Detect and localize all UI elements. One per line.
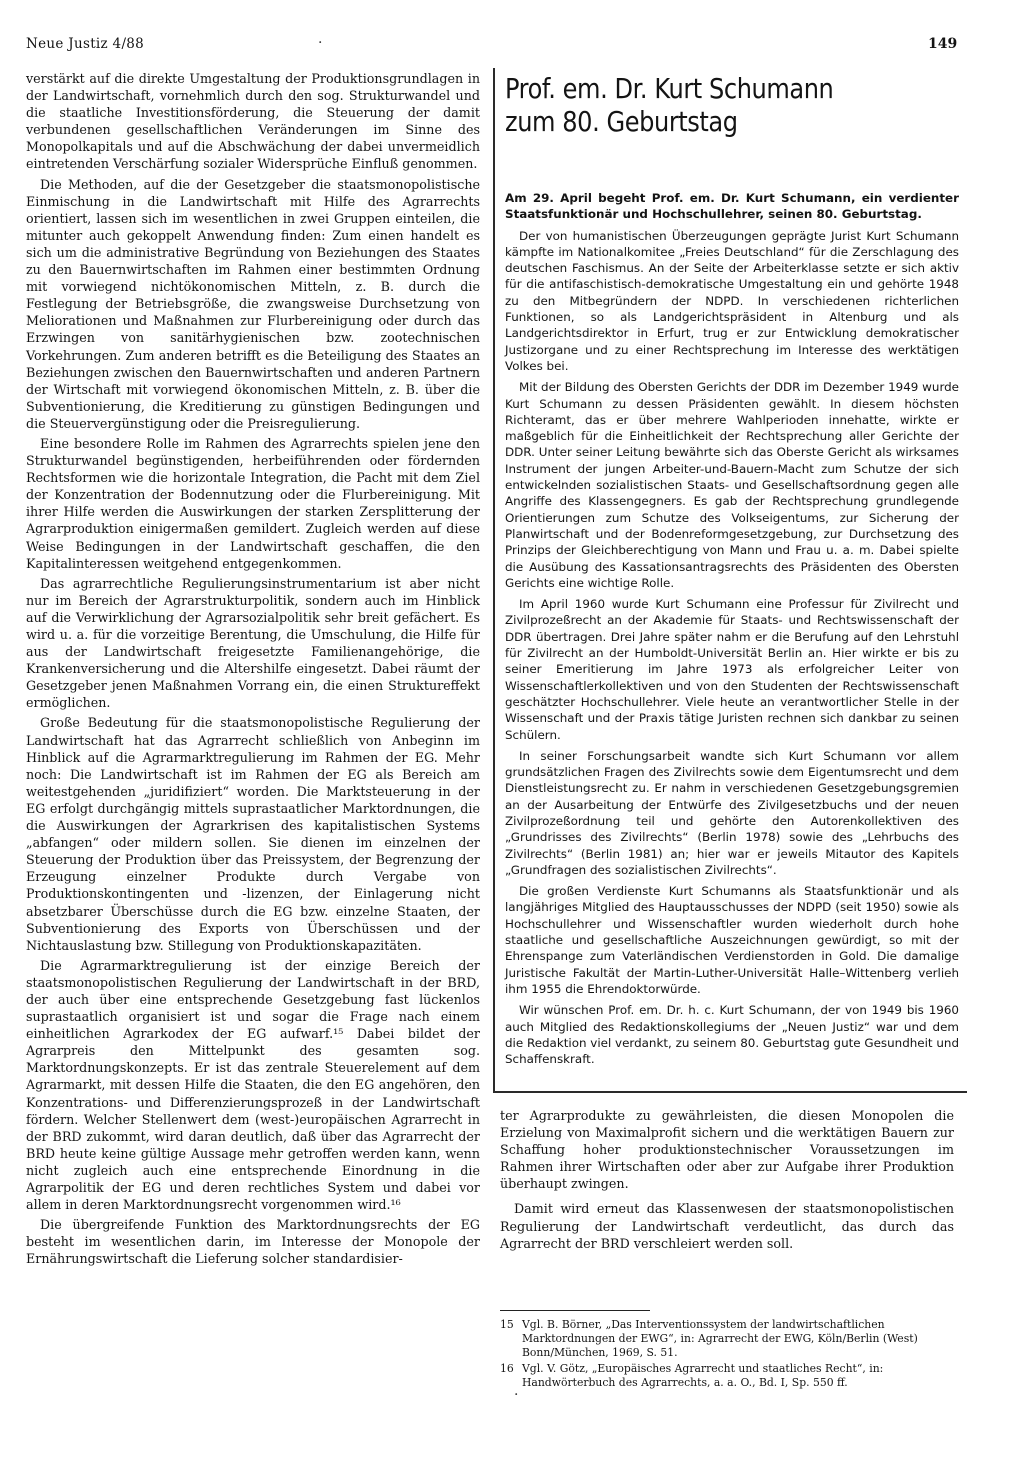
- left-column: [26, 70, 480, 1267]
- footnote-item: [500, 1318, 956, 1360]
- body-paragraph: Das agrarrechtliche Regulierungsinstrumentarium ist aber nicht nur im Bereich der Agrarstrukturpolitik, sondern auch im Hinblick auf die Verwirklichung der Agrarsozialpolitik sehr breit gefächert. Es wird u. a. für die vorzeitige Berentung, die Umschulung, die Hilfe für aus der Landwirtschaft freigesetzte Familienangehörige, die Krankenversicherung und die Altershilfe eingesetzt. Dabei räumt der Gesetzgeber jenen Maßnahmen Vorrang ein, die einen Struktureffekt ermöglichen.: [26, 575, 480, 711]
- tribute-box: [493, 68, 967, 1093]
- body-paragraph: Die Agrarmarktregulierung ist der einzige Bereich der staatsmonopolistischen Regulierung der Landwirtschaft in der BRD, der auch über eine entsprechende Gesetzgebung fast lückenlos suprastaatlich organisiert ist und sogar die Frage nach einem einheitlichen Agrarkodex der EG aufwarf.¹⁵ Dabei bildet der Agrarpreis den Mittelpunkt des gesamten sog. Marktordnungskonzepts. Er ist das zentrale Steuerelement auf dem Agrarmarkt, mit dessen Hilfe die Staaten, die den EG angehören, den Konzentrations- und Differenzierungsprozeß in der Landwirtschaft fördern. Welcher Stellenwert dem (west-)europäischen Agrarrecht in der BRD zukommt, wird daran deutlich, daß über das Agrarrecht der BRD heute keine gültige Aussage mehr getroffen werden kann, wenn nicht zugleich auch eine entsprechende Einordnung in die Agrarpolitik der EG und deren rechtliches System und dabei vor allem in deren Marktordnungsrecht vorgenommen wird.¹⁶: [26, 957, 480, 1213]
- tribute-lead: Am 29. April begeht Prof. em. Dr. Kurt Schumann, ein verdienter Staatsfunktionär und Hochschullehrer, seinen 80. Geburtstag.: [505, 191, 959, 222]
- margin-dot: ·: [514, 1387, 519, 1403]
- footnote-text: Vgl. B. Börner, „Das Interventionssystem der landwirtschaftlichen Marktordnungen der EWG“, in: Agrarrecht der EWG, Köln/Berlin (West) Bonn/München, 1969, S. 51.: [522, 1318, 918, 1359]
- tribute-paragraph: Der von humanistischen Überzeugungen geprägte Jurist Kurt Schumann kämpfte im Nationalkomitee „Freies Deutschland“ für die Zerschlagung des deutschen Faschismus. An der Seite der Arbeiterklasse setzte er sich aktiv für die antifaschistisch-demokratische Umgestaltung ein und gehörte 1948 zu den Mitbegründern der NDPD. In verschiedenen richterlichen Funktionen, so als Landgerichtspräsident in Altenburg und als Landgerichtsdirektor in Erfurt, trug er zur Entwicklung demokratischer Justizorgane und zu einer Rechtsprechung im Interesse des werktätigen Volkes bei.: [505, 228, 959, 373]
- tribute-paragraph: Die großen Verdienste Kurt Schumanns als Staatsfunktionär und als langjähriges Mitglied des Hauptausschusses der NDPD (seit 1950) sowie als Hochschullehrer und Wissenschaftler wurden wiederholt durch hohe staatliche und gesellschaftliche Auszeichnungen gewürdigt, so mit der Ehrenspange zum Vaterländischen Verdienstorden in Gold. Die damalige Juristische Fakultät der Martin-Luther-Universität Halle–Wittenberg verlieh ihm 1955 die Ehrendoktorwürde.: [505, 884, 959, 996]
- tribute-paragraph: Im April 1960 wurde Kurt Schumann eine Professur für Zivilrecht und Zivilprozeßrecht an der Akademie für Staats- und Rechtswissenschaft der DDR übertragen. Drei Jahre später nahm er die Berufung auf den Lehrstuhl für Zivilrecht an der Humboldt-Universität Berlin an. Hier wirkte er bis zu seiner Emeritierung im Jahre 1973 als erfolgreicher Leiter von Wissenschaftlerkollektiven und von den Studenten der Rechtswissenschaft geschätzter Hochschullehrer. Viele heute an verantwortlicher Stelle in der Wissenschaft und der Praxis tätige Juristen rechnen sich dankbar zu seinen Schülern.: [505, 597, 959, 742]
- footnotes: [500, 1318, 956, 1392]
- tribute-paragraph: In seiner Forschungsarbeit wandte sich Kurt Schumann vor allem grundsätzlichen Fragen des Zivilrechts sowie dem Eigentumsrecht und dem Dienstleistungsrecht zu. Er nahm in verschiedenen Gesetzgebungsgremien an der Ausarbeitung der Entwürfe des Zivilgesetzbuchs und der neuen Zivilprozeßordnung teil und gehörte den Autorenkollektiven des „Grundrisses des Zivilrechts“ (Berlin 1978) sowie des „Lehrbuchs des Zivilrechts“ (Berlin 1981) an; hier war er jeweils Mitautor des Kapitels „Grundfragen des sozialistischen Zivilrechts“.: [505, 748, 959, 877]
- body-paragraph: Eine besondere Rolle im Rahmen des Agrarrechts spielen jene den Strukturwandel begünstigenden, herbeiführenden oder fördernden Rechtsformen wie die horizontale Integration, die Pacht mit dem Ziel der Konzentration der Bodennutzung oder die Flurbereinigung. Mit ihrer Hilfe werden die Auswirkungen der starken Zersplitterung der Agrarproduktion einigermaßen gemildert. Zugleich werden auf diese Weise Bedingungen in der Landwirtschaft geschaffen, die den Kapitalinteressen weitgehend entgegenkommen.: [26, 435, 480, 571]
- journal-header: Neue Justiz 4/88: [26, 36, 145, 52]
- footnote-number: 15: [500, 1318, 514, 1331]
- body-paragraph: Große Bedeutung für die staatsmonopolistische Regulierung der Landwirtschaft hat das Agrarrecht schließlich von Anbeginn im Hinblick auf die Agrarmarktregulierung im Rahmen der EG. Mehr noch: Die Landwirtschaft ist im Rahmen der EG als Bereich am weitestgehenden „juridifiziert“ worden. Die Marktsteuerung in der EG erfolgt durchgängig mittels suprastaatlicher Marktordnungen, die die Auswirkungen der Agrarkrisen des kapitalistischen Systems „abfangen“ oder mildern sollen. Sie dienen im einzelnen der Steuerung der Produktion über das Preissystem, der Begrenzung der Erzeugung einzelner Produkte durch Vergabe von Produktionskontingenten und -lizenzen, der Einlagerung nicht absetzbarer Überschüsse durch die EG bzw. einzelne Staaten, der Subventionierung des Exports von Überschüssen und der Nichtauslastung bzw. Stillegung von Produktionskapazitäten.: [26, 715, 480, 953]
- footnote-text: Vgl. V. Götz, „Europäisches Agrarrecht und staatliches Recht“, in: Handwörterbuch des Agrarrechts, a. a. O., Bd. I, Sp. 550 ff.: [522, 1362, 884, 1389]
- tribute-title-line2: zum 80. Geburtstag: [505, 105, 738, 138]
- tribute-paragraph: Wir wünschen Prof. em. Dr. h. c. Kurt Schumann, der von 1949 bis 1960 auch Mitglied des Redaktionskollegiums der „Neuen Justiz“ war und dem die Redaktion viel verdankt, zu seinem 80. Geburtstag gute Gesundheit und Schaffenskraft.: [505, 1003, 959, 1067]
- page-number: 149: [928, 36, 958, 52]
- footnote-item: [500, 1362, 956, 1390]
- footnote-divider: [500, 1310, 650, 1311]
- body-paragraph: Die übergreifende Funktion des Marktordnungsrechts der EG besteht im wesentlichen darin, im Interesse der Monopole der Ernährungswirtschaft die Lieferung solcher standardisier-: [26, 1217, 480, 1267]
- margin-dot: ·: [318, 35, 323, 51]
- tribute-title: [505, 72, 952, 138]
- body-paragraph: Die Methoden, auf die der Gesetzgeber die staatsmonopolistische Einmischung in die Landwirtschaft mit Hilfe des Agrarrechts orientiert, lassen sich im wesentlichen in zwei Gruppen einteilen, die mitunter auch gekoppelt Anwendung finden: Zum einen handelt es sich um die administrative Begründung von Beziehungen des Staates zu den Bauernwirtschaften im Rahmen einer bestimmten Ordnung mit vorwiegend nichtökonomischen Mitteln, z. B. durch die Festlegung der Betriebsgröße, die zwangsweise Durchsetzung von Meliorationen und Maßnahmen zur Flurbereinigung oder durch das Erzwingen von sanitärhygienischen bzw. zootechnischen Vorkehrungen. Zum anderen betrifft es die Beteiligung des Staates an Beziehungen zwischen den Bauernwirtschaften und anderen Partnern der Wirtschaft mit vorwiegend ökonomischen Mitteln, z. B. über die Subventionierung, die Kreditierung zu günstigen Bedingungen und die Steuervergünstigung oder die Preisregulierung.: [26, 176, 480, 431]
- footnote-number: 16: [500, 1362, 514, 1375]
- tribute-title-line1: Prof. em. Dr. Kurt Schumann: [505, 72, 834, 105]
- tribute-body: [505, 190, 959, 1067]
- body-paragraph: verstärkt auf die direkte Umgestaltung der Produktionsgrundlagen in der Landwirtschaft, vornehmlich durch den sog. Strukturwandel und die staatliche Investitionsförderung, die Steuerung der damit verbundenen gesellschaftlichen Veränderungen im Sinne des Monopolkapitals und auf die Abschwächung der dabei unvermeidlich eintretenden Verschärfung sozialer Widersprüche Einfluß genommen.: [26, 71, 480, 172]
- tribute-paragraph: Mit der Bildung des Obersten Gerichts der DDR im Dezember 1949 wurde Kurt Schumann zu dessen Präsidenten gewählt. In diesem höchsten Richteramt, das er über mehrere Wahlperioden innehatte, wirkte er maßgeblich für die Einheitlichkeit der Rechtsprechung aller Gerichte der DDR. Unter seiner Leitung bewährte sich das Oberste Gericht als wirksames Instrument der jungen Arbeiter-und-Bauern-Macht zum Schutze der sich entwickelnden sozialistischen Staats- und Gesellschaftsordnung gegen alle Angriffe des Klassengegners. Es gab der Rechtsprechung grundlegende Orientierungen zum Schutze des Volkseigentums, zur Sicherung der Planwirtschaft und der Bodenreformgesetzgebung, zur Durchsetzung des Prinzips der Gleichberechtigung von Mann und Frau u. a. m. Dabei spielte die Ausübung des Kassationsantragsrechts des Präsidenten des Obersten Gerichts eine wichtige Rolle.: [505, 380, 959, 590]
- continuation-paragraph: ter Agrarprodukte zu gewährleisten, die diesen Monopolen die Erzielung von Maximalprofit sichern und die werktätigen Bauern zur Schaffung hoher produktionstechnischer Voraussetzungen im Rahmen ihrer Wirtschaften oder aber zur Aufgabe ihrer Produktion überhaupt zwingen.: [500, 1108, 954, 1192]
- closing-paragraph: Damit wird erneut das Klassenwesen der staatsmonopolistischen Regulierung der Landwirtschaft verdeutlicht, das durch das Agrarrecht der BRD verschleiert werden soll.: [500, 1201, 954, 1251]
- right-column: [500, 1107, 954, 1252]
